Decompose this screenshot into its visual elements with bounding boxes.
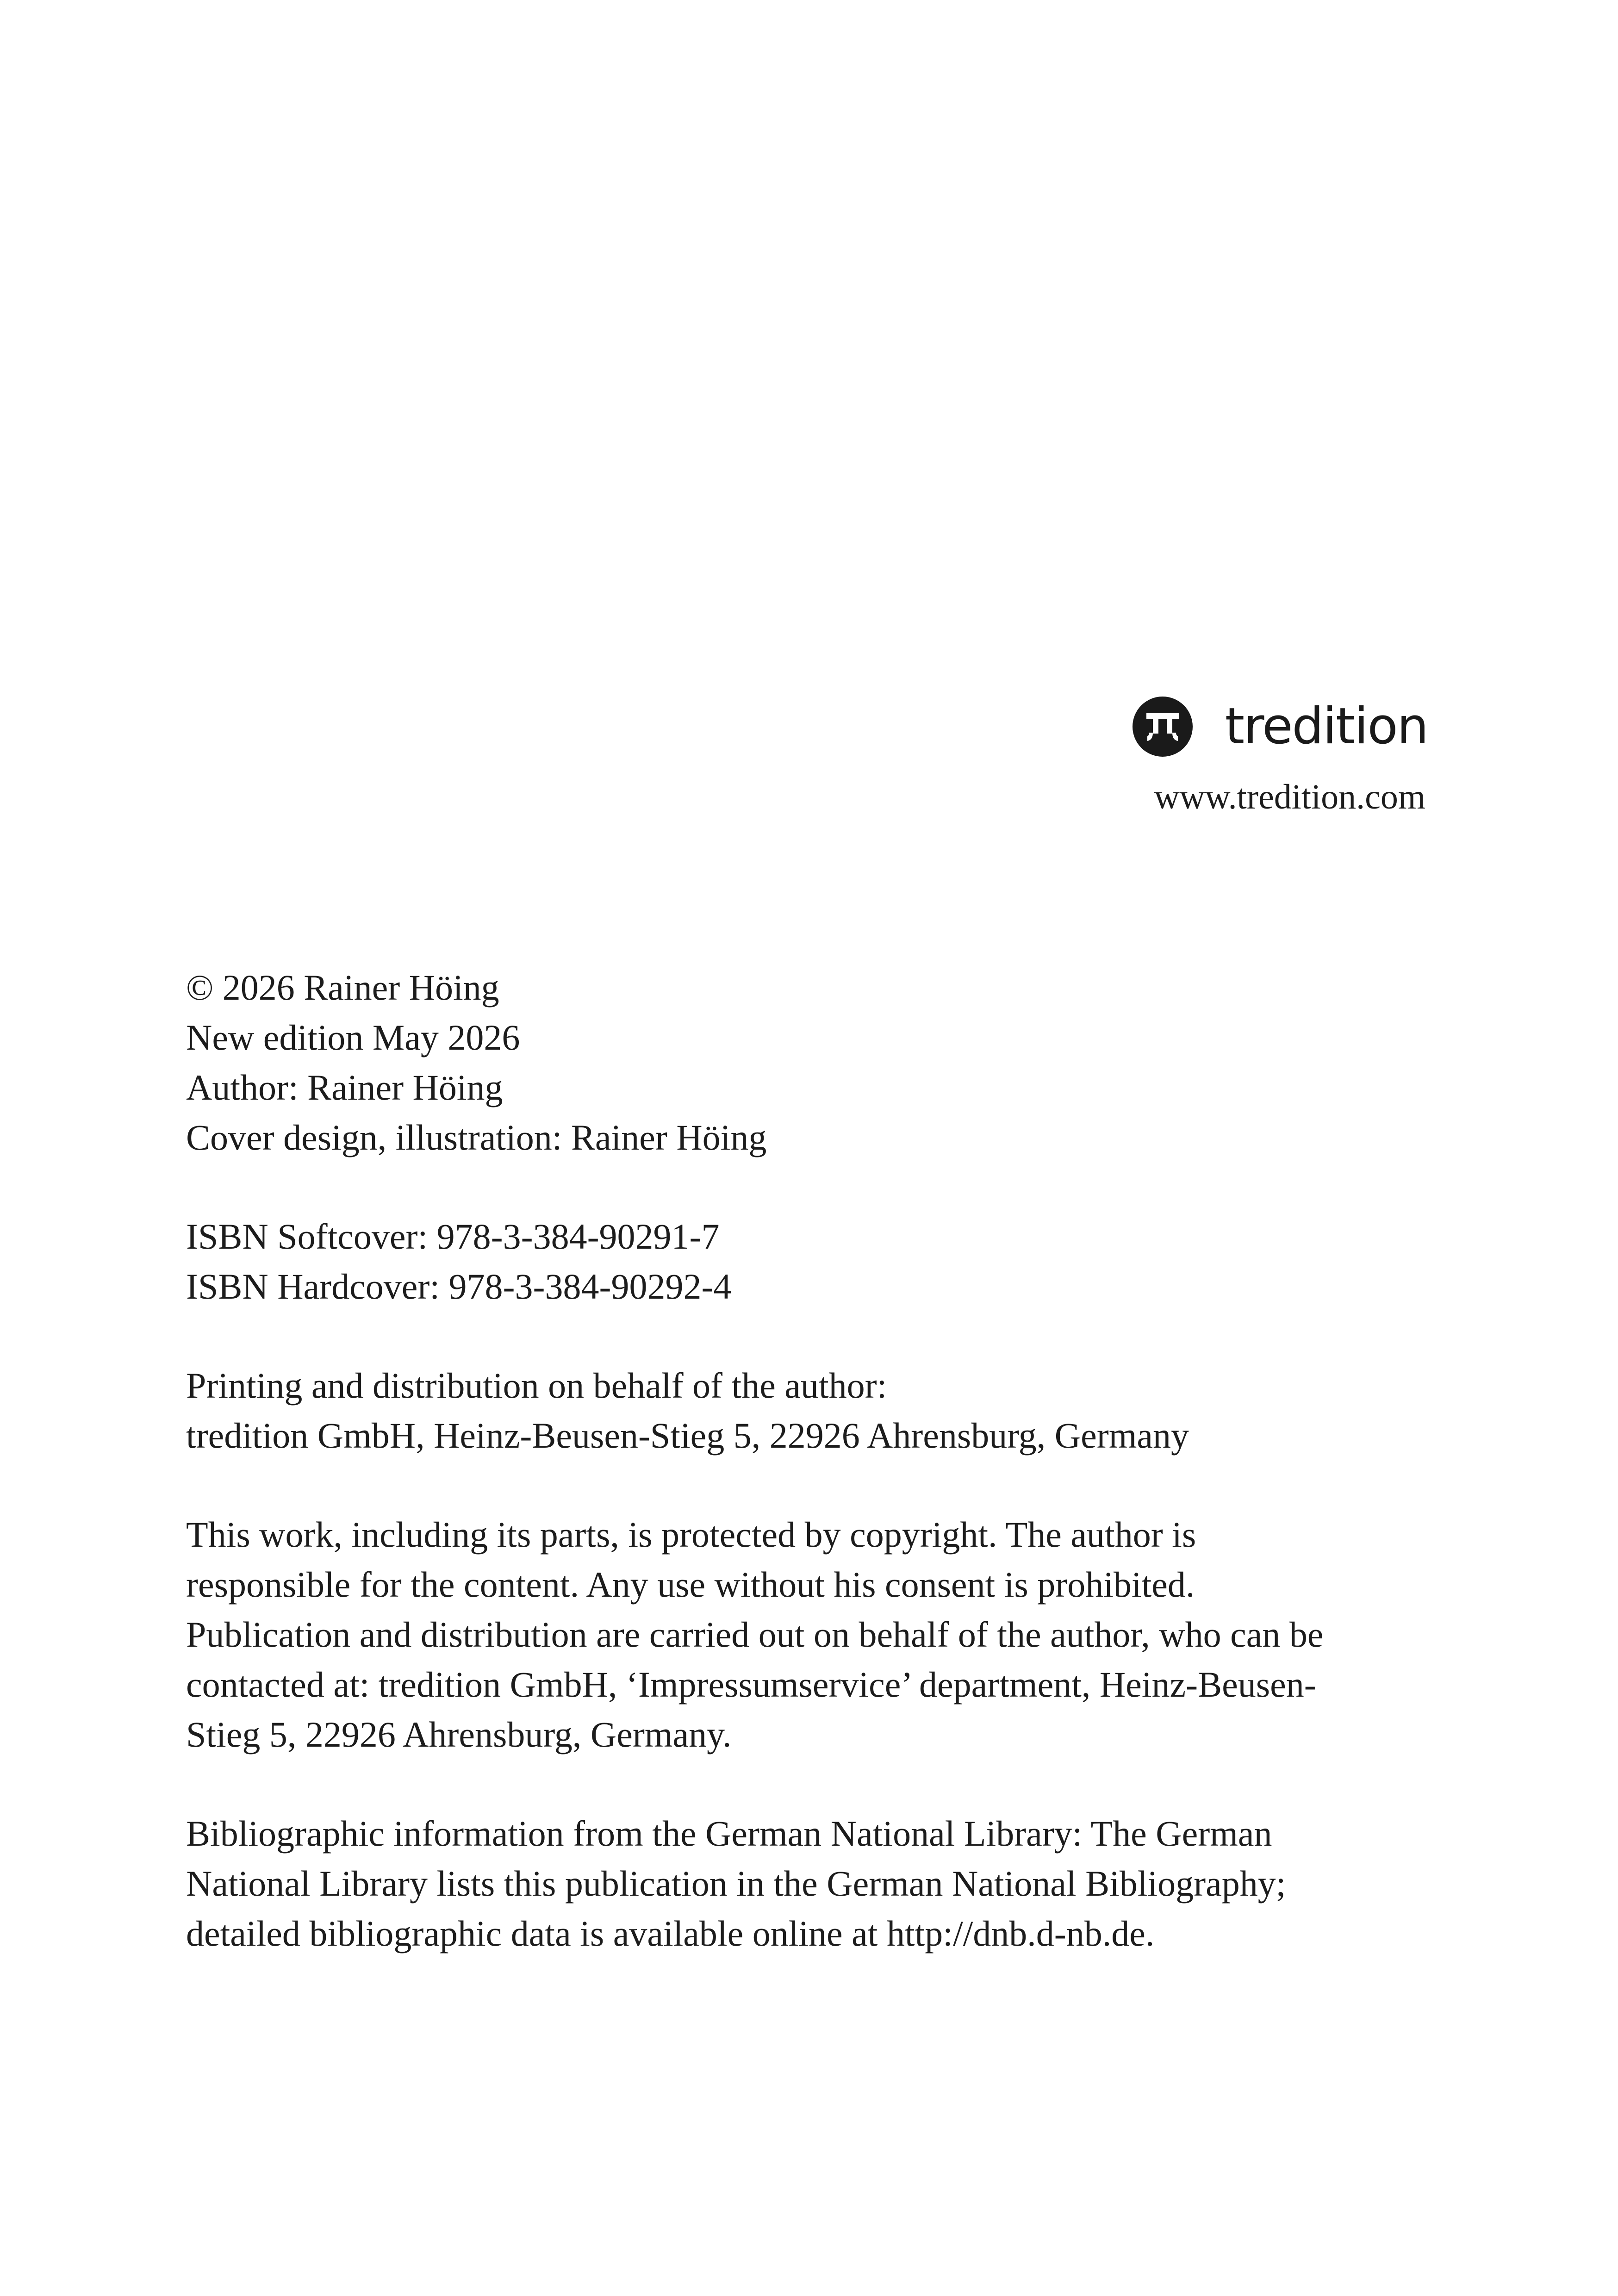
copyright-line: © 2026 Rainer Höing xyxy=(186,967,499,1008)
cover-design-line: Cover design, illustration: Rainer Höing xyxy=(186,1117,767,1157)
publisher-url[interactable]: www.tredition.com xyxy=(1154,778,1425,816)
printer-address: tredition GmbH, Heinz-Beusen-Stieg 5, 22926 Ahrensburg, Germany xyxy=(186,1415,1189,1456)
isbn-softcover: ISBN Softcover: 978-3-384-90291-7 xyxy=(186,1216,720,1257)
copyright-notice-line: Publication and distribution are carried out on behalf of the author, who can be xyxy=(186,1614,1324,1655)
isbn-block xyxy=(186,1212,1436,1312)
copyright-notice-line: Stieg 5, 22926 Ahrensburg, Germany. xyxy=(186,1714,732,1755)
publisher-logo xyxy=(1133,697,1426,757)
copyright-notice-line: responsible for the content. Any use without his consent is prohibited. xyxy=(186,1564,1195,1605)
bibliographic-block xyxy=(186,1809,1436,1959)
credits-block xyxy=(186,963,1436,1163)
isbn-hardcover: ISBN Hardcover: 978-3-384-90292-4 xyxy=(186,1266,732,1307)
tredition-logo-icon xyxy=(1133,697,1193,757)
bibliographic-line: National Library lists this publication in the German National Bibliography; xyxy=(186,1863,1286,1904)
printing-block xyxy=(186,1361,1436,1461)
bibliographic-line: detailed bibliographic data is available online at http://dnb.d-nb.de. xyxy=(186,1913,1155,1954)
author-line: Author: Rainer Höing xyxy=(186,1067,503,1108)
printing-line: Printing and distribution on behalf of the author: xyxy=(186,1365,887,1406)
edition-line: New edition May 2026 xyxy=(186,1017,520,1058)
copyright-notice-line: This work, including its parts, is protected by copyright. The author is xyxy=(186,1514,1196,1555)
copyright-notice-block xyxy=(186,1510,1436,1760)
publisher-name: tredition xyxy=(1225,697,1428,755)
imprint-text xyxy=(186,963,1436,2008)
bibliographic-line: Bibliographic information from the German National Library: The German xyxy=(186,1813,1272,1854)
copyright-notice-line: contacted at: tredition GmbH, ‘Impressumservice’ department, Heinz-Beusen- xyxy=(186,1664,1316,1705)
